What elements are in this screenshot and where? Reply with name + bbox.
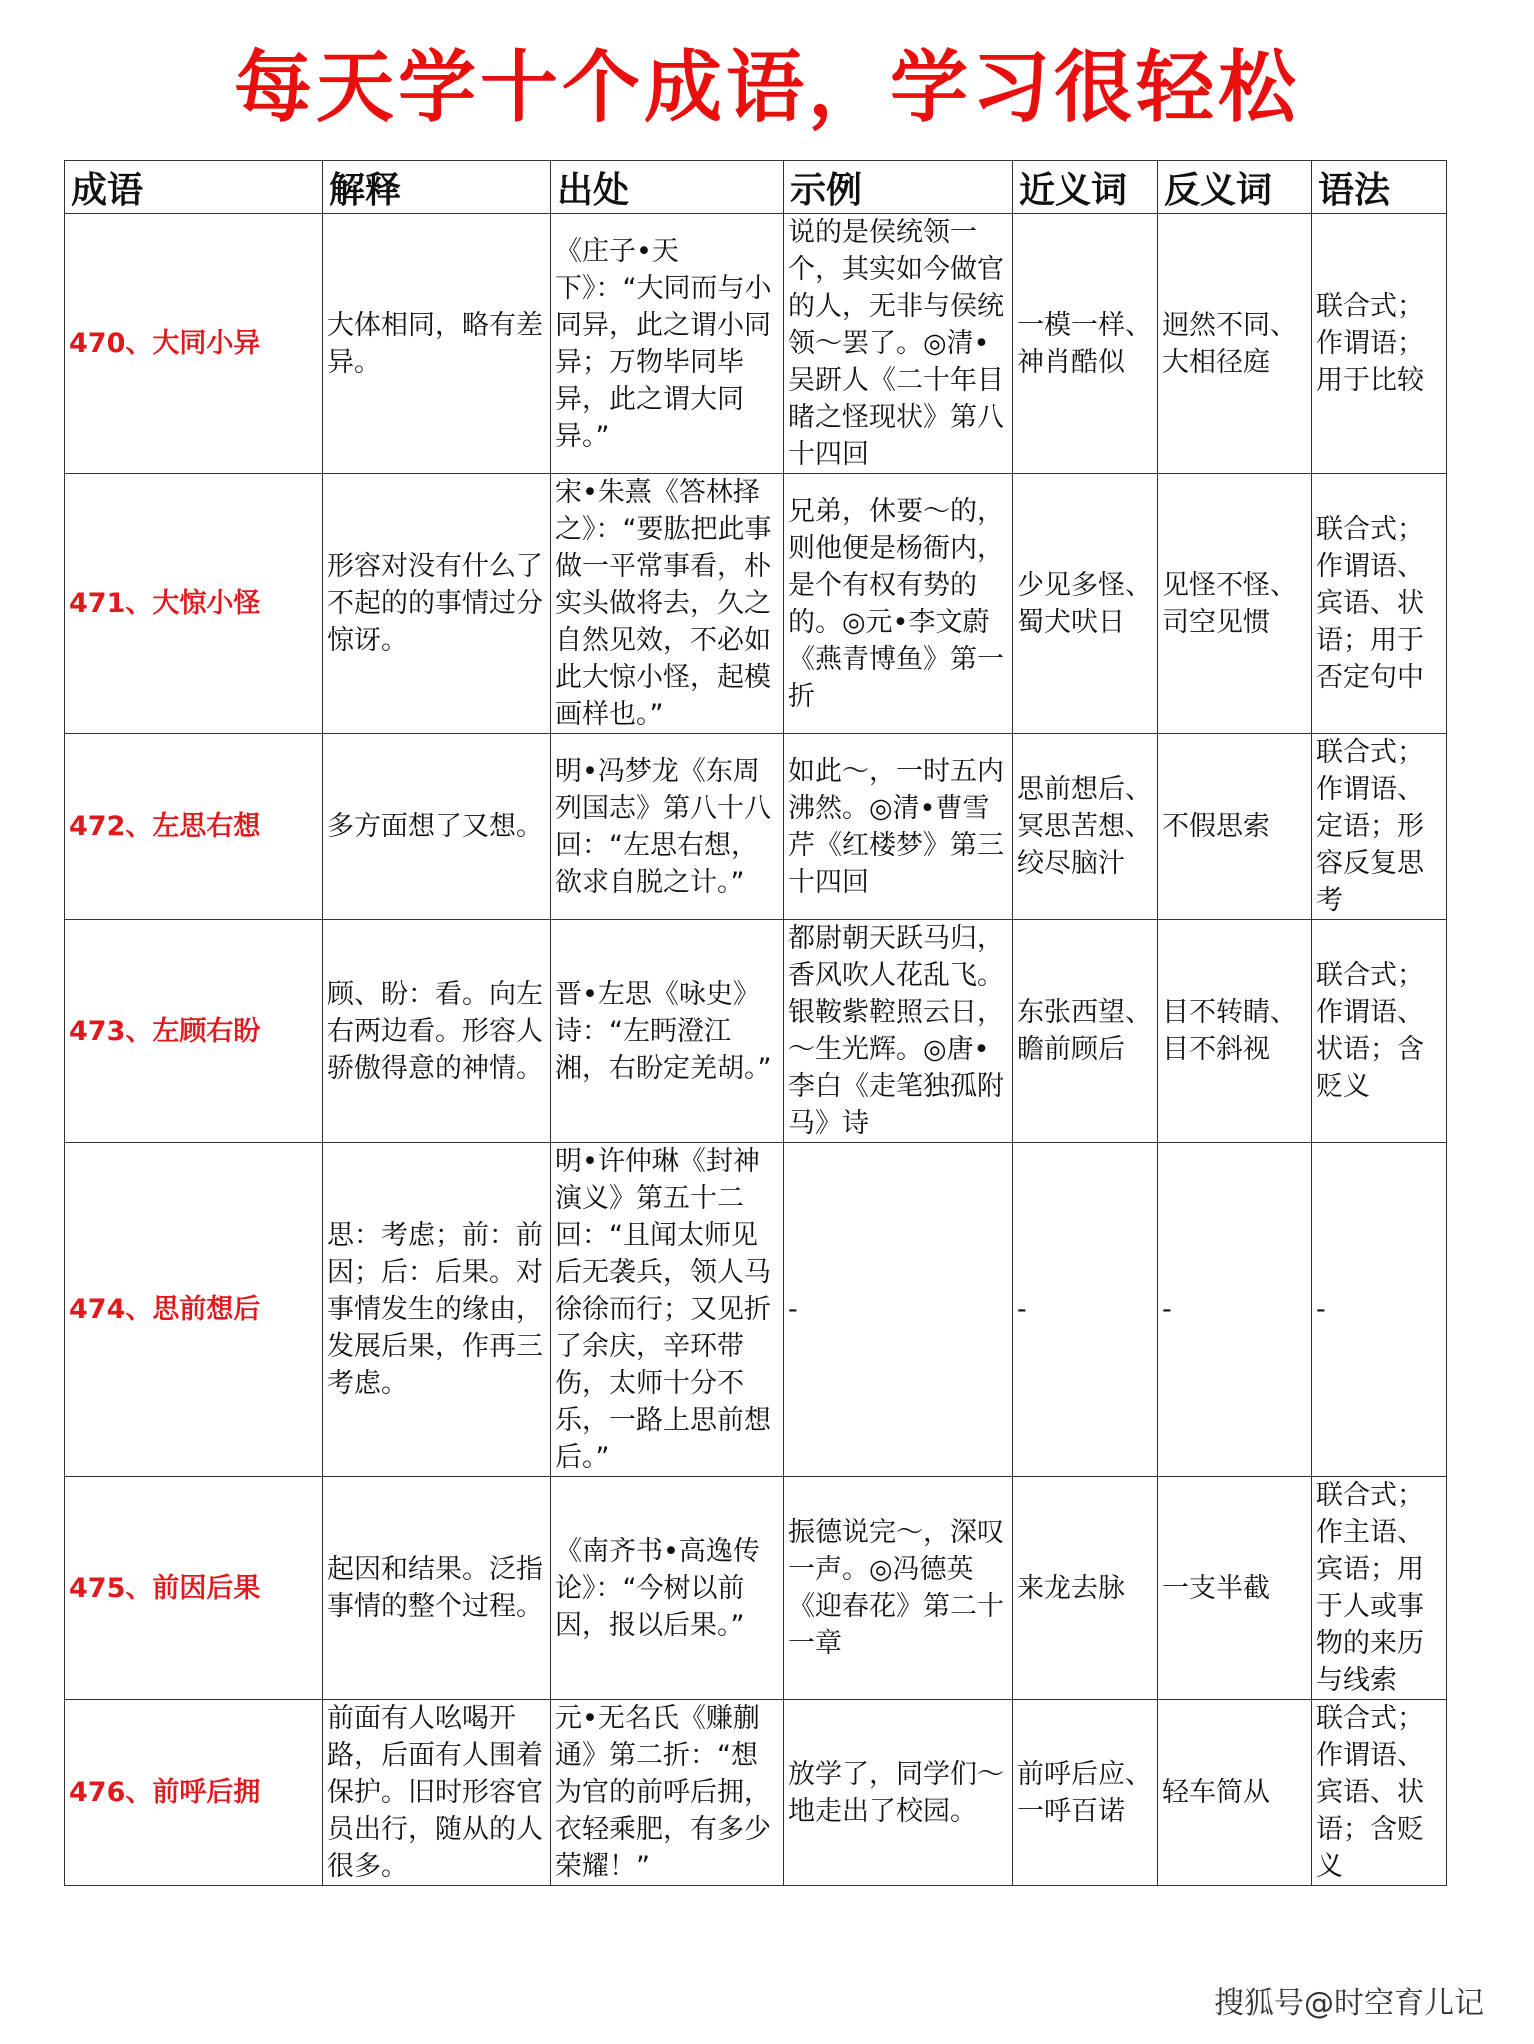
idiom-grammar: 联合式；作主语、宾语；用于人或事物的来历与线索	[1312, 1477, 1447, 1700]
idiom-grammar: 联合式；作谓语、宾语、状语；用于否定句中	[1312, 474, 1447, 734]
idiom-antonyms: 迥然不同、大相径庭	[1158, 214, 1312, 474]
table-row	[65, 1700, 1447, 1886]
idiom-meaning: 顾、盼：看。向左右两边看。形容人骄傲得意的神情。	[323, 920, 551, 1143]
idiom-grammar: -	[1312, 1143, 1447, 1477]
table-row	[65, 920, 1447, 1143]
idiom-example: 都尉朝天跃马归，香风吹人花乱飞。银鞍紫鞚照云日，～生光辉。◎唐•李白《走笔独孤附马》诗	[784, 920, 1013, 1143]
idiom-synonyms: 来龙去脉	[1013, 1477, 1158, 1700]
idiom-meaning: 前面有人吆喝开路，后面有人围着保护。旧时形容官员出行，随从的人很多。	[323, 1700, 551, 1886]
header-row	[65, 161, 1447, 214]
idiom-meaning: 思：考虑；前：前因；后：后果。对事情发生的缘由，发展后果，作再三考虑。	[323, 1143, 551, 1477]
idiom-source: 《南齐书•高逸传论》：“今树以前因，报以后果。”	[551, 1477, 784, 1700]
idiom-name: 470、大同小异	[65, 214, 323, 474]
idiom-source: 晋•左思《咏史》诗：“左眄澄江湘，右盼定羌胡。”	[551, 920, 784, 1143]
idiom-synonyms: 思前想后、冥思苦想、绞尽脑汁	[1013, 734, 1158, 920]
idiom-synonyms: -	[1013, 1143, 1158, 1477]
idiom-source: 明•许仲琳《封神演义》第五十二回：“且闻太师见后无袭兵，领人马徐徐而行；又见折了余庆，辛环带伤，太师十分不乐，一路上思前想后。”	[551, 1143, 784, 1477]
idiom-source: 《庄子•天下》：“大同而与小同异，此之谓小同异；万物毕同毕异，此之谓大同异。”	[551, 214, 784, 474]
idiom-name: 474、思前想后	[65, 1143, 323, 1477]
idiom-meaning: 大体相同，略有差异。	[323, 214, 551, 474]
table-row	[65, 1477, 1447, 1700]
idiom-synonyms: 前呼后应、一呼百诺	[1013, 1700, 1158, 1886]
idiom-name: 471、大惊小怪	[65, 474, 323, 734]
page-title: 每天学十个成语，学习很轻松	[233, 43, 1300, 133]
idiom-antonyms: 一支半截	[1158, 1477, 1312, 1700]
table-row	[65, 734, 1447, 920]
table-row	[65, 1143, 1447, 1477]
idiom-antonyms: 轻车简从	[1158, 1700, 1312, 1886]
idiom-table	[64, 160, 1447, 1886]
idiom-meaning: 起因和结果。泛指事情的整个过程。	[323, 1477, 551, 1700]
idiom-synonyms: 少见多怪、蜀犬吠日	[1013, 474, 1158, 734]
idiom-example: 兄弟，休要～的，则他便是杨衙内，是个有权有势的的。◎元•李文蔚《燕青博鱼》第一折	[784, 474, 1013, 734]
idiom-grammar: 联合式；作谓语、定语；形容反复思考	[1312, 734, 1447, 920]
idiom-name: 476、前呼后拥	[65, 1700, 323, 1886]
idiom-meaning: 多方面想了又想。	[323, 734, 551, 920]
idiom-grammar: 联合式；作谓语、状语；含贬义	[1312, 920, 1447, 1143]
idiom-name: 473、左顾右盼	[65, 920, 323, 1143]
table-row	[65, 474, 1447, 734]
idiom-name: 475、前因后果	[65, 1477, 323, 1700]
idiom-source: 宋•朱熹《答林择之》：“要肱把此事做一平常事看，朴实头做将去，久之自然见效，不必如此大惊小怪，起模画样也。”	[551, 474, 784, 734]
idiom-example: 振德说完～，深叹一声。◎冯德英《迎春花》第二十一章	[784, 1477, 1013, 1700]
idiom-antonyms: -	[1158, 1143, 1312, 1477]
idiom-antonyms: 不假思索	[1158, 734, 1312, 920]
idiom-antonyms: 目不转睛、目不斜视	[1158, 920, 1312, 1143]
idiom-synonyms: 一模一样、神肖酷似	[1013, 214, 1158, 474]
idiom-source: 明•冯梦龙《东周列国志》第八十八回：“左思右想，欲求自脱之计。”	[551, 734, 784, 920]
header-source: 出处	[551, 161, 784, 214]
idiom-meaning: 形容对没有什么了不起的的事情过分惊讶。	[323, 474, 551, 734]
header-idiom: 成语	[65, 161, 323, 214]
idiom-synonyms: 东张西望、瞻前顾后	[1013, 920, 1158, 1143]
watermark: 搜狐号@时空育儿记	[1214, 1986, 1484, 2021]
idiom-grammar: 联合式；作谓语；用于比较	[1312, 214, 1447, 474]
header-synonyms: 近义词	[1013, 161, 1158, 214]
idiom-example: -	[784, 1143, 1013, 1477]
idiom-source: 元•无名氏《赚蒯通》第二折：“想为官的前呼后拥，衣轻乘肥，有多少荣耀！”	[551, 1700, 784, 1886]
idiom-example: 放学了，同学们～地走出了校园。	[784, 1700, 1013, 1886]
idiom-grammar: 联合式；作谓语、宾语、状语；含贬义	[1312, 1700, 1447, 1886]
header-grammar: 语法	[1312, 161, 1447, 214]
header-example: 示例	[784, 161, 1013, 214]
idiom-example: 说的是侯统领一个，其实如今做官的人，无非与侯统领～罢了。◎清•吴趼人《二十年目睹之怪现状》第八十四回	[784, 214, 1013, 474]
header-meaning: 解释	[323, 161, 551, 214]
idiom-example: 如此～，一时五内沸然。◎清•曹雪芹《红楼梦》第三十四回	[784, 734, 1013, 920]
header-antonyms: 反义词	[1158, 161, 1312, 214]
idiom-antonyms: 见怪不怪、司空见惯	[1158, 474, 1312, 734]
idiom-name: 472、左思右想	[65, 734, 323, 920]
table-row	[65, 214, 1447, 474]
